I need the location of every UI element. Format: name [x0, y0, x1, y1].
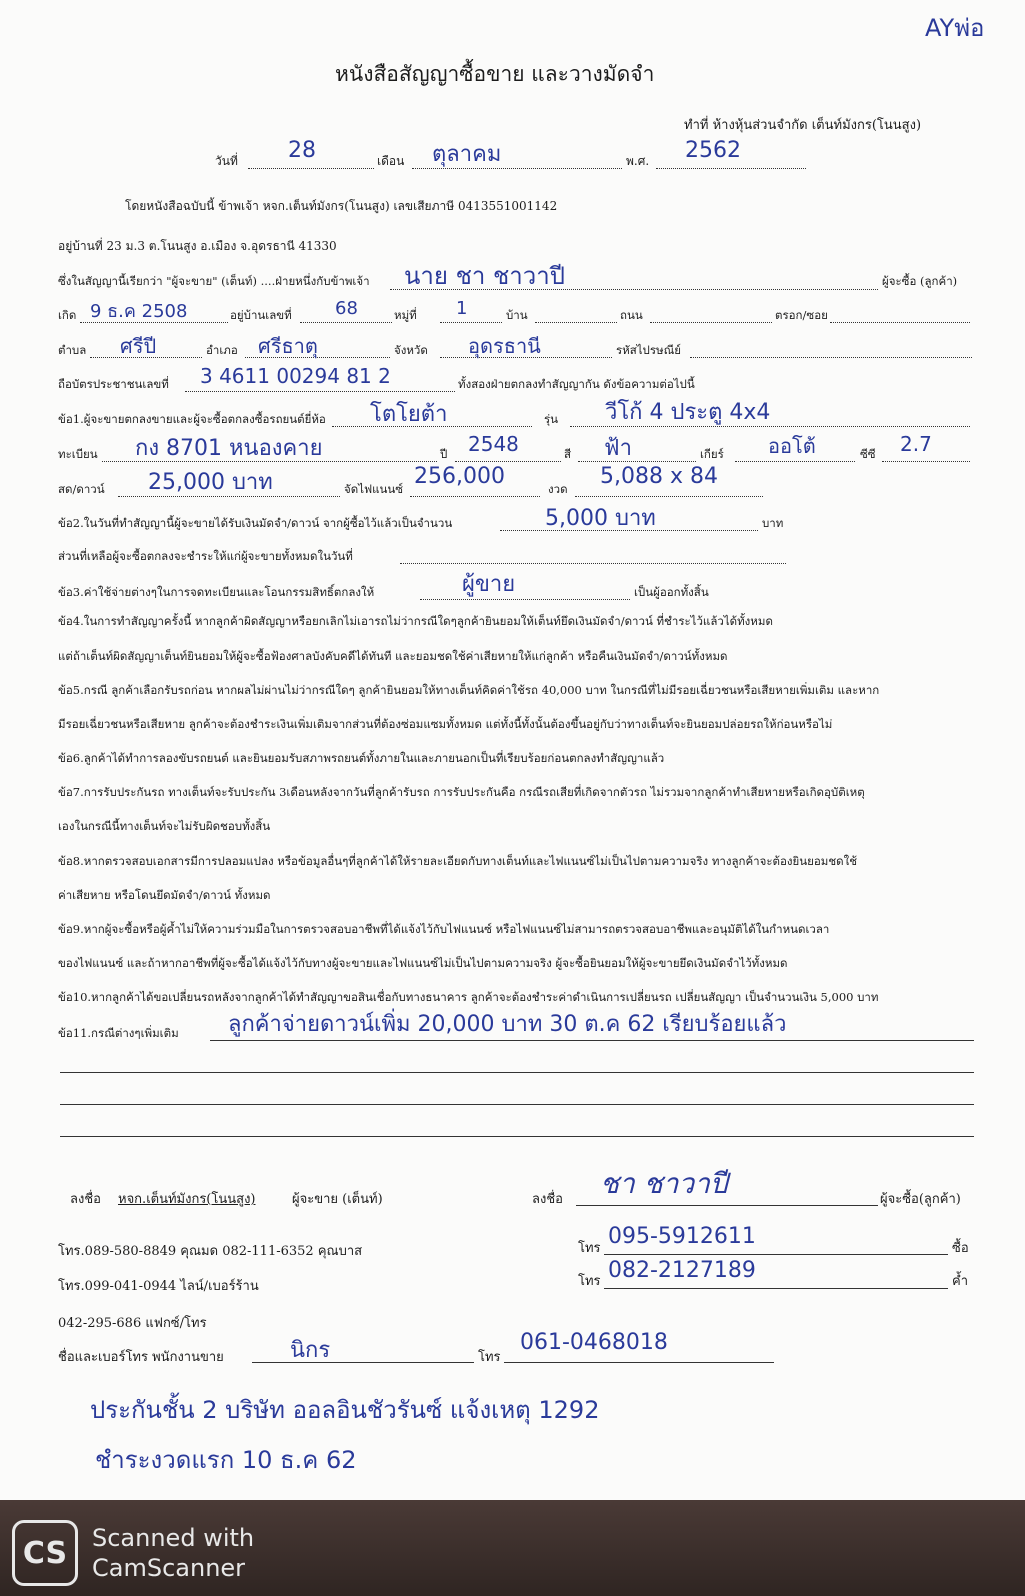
clause-line: ข้อ7.การรับประกันรถ ทางเต็นท์จะรับประกัน 3เดือนหลังจากวันที่ลูกค้ารับรถ การรับประกันคือ กรณีรถเสียที่เกิดจากตัวรถ ไม่รวมจากลูกค้าทำเสียหายหรือเกิดอุบัติเหตุ	[58, 785, 865, 799]
clause3-post: เป็นผู้ออกทั้งสิ้น	[634, 585, 709, 599]
finance-value: 256,000	[414, 464, 505, 489]
clause2-unit: บาท	[762, 516, 784, 530]
clause-line: ข้อ10.หากลูกค้าได้ขอเปลี่ยนรถหลังจากลูกค้าได้ทำสัญญาขอสินเชื่อกับทางธนาคาร ลูกค้าจะต้องชำระค่าดำเนินการเปลี่ยนรถ เปลี่ยนสัญญา เป็นจำนวนเงิน 5,000 บาท	[58, 990, 879, 1004]
clause2-amount: 5,000 บาท	[545, 506, 656, 531]
clause-line: ข้อ6.ลูกค้าได้ทำการลองขับรถยนต์ และยินยอมรับสภาพรถยนต์ทั้งภายในและภายนอกเป็นที่เรียบร้อยก่อนตกลงทำสัญญาแล้ว	[58, 751, 665, 765]
clause-line: ข้อ8.หากตรวจสอบเอกสารมีการปลอมแปลง หรือข้อมูลอื่นๆที่ลูกค้าได้ให้รายละเอียดกับทางเต็นท์และไฟแนนซ์ไม่เป็นไปตามความจริง ทางลูกค้าจะต้องยินยอมชดใช้	[58, 854, 858, 868]
amphoe-value: ศรีธาตุ	[258, 334, 318, 358]
contact-line: 042-295-686 แฟกซ์/โทร	[58, 1316, 207, 1331]
month-label: เดือน	[377, 154, 405, 168]
village-label: บ้าน	[506, 308, 528, 322]
cc-value: 2.7	[900, 432, 932, 456]
buyer-phone-line	[604, 1254, 948, 1255]
reg-value: กง 8701 หนองคาย	[135, 436, 323, 461]
clause-line: ข้อ5.กรณี ลูกค้าเลือกรับรถก่อน หากผลไม่ผ่านไม่ว่ากรณีใดๆ ลูกค้ายินยอมให้ทางเต็นท์คิดค่าใช้รถ 40,000 บาท ในกรณีที่ไม่มีรอยเฉี่ยวชนหรือเสียหายเพิ่มเติม และหาก	[58, 683, 880, 697]
down-label: สด/ดาวน์	[58, 482, 105, 496]
amphoe-label: อำเภอ	[206, 343, 238, 357]
year-value: 2562	[685, 138, 741, 163]
model-label: รุ่น	[544, 412, 559, 426]
install-value: 5,088 x 84	[600, 464, 718, 489]
year-label-car: ปี	[440, 447, 448, 461]
guarantor-phone-label: โทร	[578, 1274, 601, 1289]
clause1-label: ข้อ1.ผู้จะขายตกลงขายและผู้จะซื้อตกลงซื้อรถยนต์ยี่ห้อ	[58, 412, 326, 426]
buyer-phone-suffix: ซื้อ	[952, 1241, 969, 1256]
scanner-watermark	[12, 1520, 254, 1586]
address-line: อยู่บ้านที่ 23 ม.3 ต.โนนสูง อ.เมือง จ.อุดรธานี 41330	[58, 239, 337, 253]
id-line	[185, 391, 455, 392]
clause-line: ของไฟแนนซ์ และถ้าหากอาชีพที่ผู้จะซื้อได้แจ้งไว้กับทางผู้จะขายและไฟแนนซ์ไม่เป็นไปตามความจริง ผู้จะซื้อยินยอมให้ผู้จะขายยึดเงินมัดจำไว้ทั้งหมด	[58, 956, 788, 970]
province-value: อุดรธานี	[468, 334, 541, 358]
buyer-sign-role: ผู้จะซื้อ(ลูกค้า)	[880, 1192, 961, 1207]
salesman-phone: 061-0468018	[520, 1330, 668, 1355]
clause3-who: ผู้ขาย	[462, 572, 516, 597]
clause2-rest: ส่วนที่เหลือผู้จะซื้อตกลงจะชำระให้แก่ผู้จะขายทั้งหมดในวันที่	[58, 549, 353, 563]
guarantor-phone-value: 082-2127189	[608, 1258, 756, 1283]
id-post: ทั้งสองฝ่ายตกลงทำสัญญากัน ดังข้อความต่อไปนี้	[458, 377, 695, 391]
buyer-post: ผู้จะซื้อ (ลูกค้า)	[882, 274, 958, 288]
clause11-extra-line	[60, 1136, 974, 1137]
seller-sign-name: หจก.เต็นท์มังกร(โนนสูง)	[118, 1192, 256, 1207]
tambon-label: ตำบล	[58, 343, 87, 357]
gear-value: ออโต้	[768, 434, 816, 458]
day-value: 28	[288, 138, 316, 163]
reg-label: ทะเบียน	[58, 447, 98, 461]
car-year-line	[455, 461, 561, 462]
guarantor-phone-line	[604, 1288, 948, 1289]
document-title: หนังสือสัญญาซื้อขาย และวางมัดจำ	[335, 62, 655, 86]
road-label: ถนน	[620, 308, 643, 322]
clause-line: แต่ถ้าเต็นท์ผิดสัญญาเต็นท์ยินยอมให้ผู้จะซื้อฟ้องศาลบังคับคดีได้ทันที และยอมชดใช้ค่าเสียหายให้แก่ลูกค้า หรือคืนเงินมัดจำ/ดาวน์ทั้งหมด	[58, 649, 728, 663]
camscanner-logo-icon: CS	[12, 1520, 78, 1586]
clause11-extra-line	[60, 1104, 974, 1105]
finance-label: จัดไฟแนนซ์	[344, 482, 404, 496]
clause3-line	[420, 599, 630, 600]
tambon-value: ศรีปี	[120, 334, 157, 358]
color-label: สี	[564, 447, 572, 461]
buyer-phone-value: 095-5912611	[608, 1224, 756, 1249]
color-line	[578, 461, 696, 462]
clause3-label: ข้อ3.ค่าใช้จ่ายต่างๆในการจดทะเบียนและโอนกรรมสิทธิ์ตกลงให้	[58, 585, 375, 599]
village-line	[535, 322, 617, 323]
clause-line: มีรอยเฉี่ยวชนหรือเสียหาย ลูกค้าจะต้องชำระเงินเพิ่มเติมจากส่วนที่ต้องซ่อมแซมทั้งหมด แต่ทั้งนี้ทั้งนั้นต้องขึ้นอยู่กับว่าทางเต็นท์จะยินยอมปล่อยรถให้ก่อนหรือไม่	[58, 717, 833, 731]
watermark-text	[92, 1523, 254, 1583]
clause11-note: ลูกค้าจ่ายดาวน์เพิ่ม 20,000 บาท 30 ต.ค 62 เรียบร้อยแล้ว	[228, 1012, 787, 1037]
down-value: 25,000 บาท	[148, 470, 273, 495]
seller-sign-label: ลงชื่อ	[70, 1192, 101, 1207]
color-value: ฟ้า	[604, 436, 632, 461]
salesman-name: นิกร	[290, 1338, 331, 1363]
soi-line	[830, 322, 970, 323]
moo-value: 1	[456, 298, 468, 319]
year-line	[656, 168, 806, 169]
house-label: อยู่บ้านเลขที่	[230, 308, 292, 322]
clause2-rest-line	[400, 563, 786, 564]
corner-note: AYพ่อ	[925, 14, 985, 42]
moo-line	[440, 322, 502, 323]
contact-line: โทร.099-041-0944 ไลน์/เบอร์ร้าน	[58, 1279, 259, 1294]
finance-line	[410, 496, 540, 497]
insurance-note: ประกันชั้น 2 บริษัท ออลอินชัวรันซ์ แจ้งเหตุ 1292	[90, 1396, 600, 1424]
salesman-label: ชื่อและเบอร์โทร พนักงานขาย	[58, 1350, 224, 1365]
install-label: งวด	[548, 482, 568, 496]
cc-line	[882, 461, 970, 462]
first-payment-note: ชำระงวดแรก 10 ธ.ค 62	[95, 1446, 357, 1474]
buyer-pre: ซึ่งในสัญญานี้เรียกว่า "ผู้จะขาย" (เต็นท์) ....ฝ่ายหนึ่งกับข้าพเจ้า	[58, 274, 370, 288]
road-line	[650, 322, 772, 323]
watermark-line2: CamScanner	[92, 1554, 246, 1582]
id-value: 3 4611 00294 81 2	[200, 364, 391, 388]
model-value: วีโก้ 4 ประตู 4x4	[605, 400, 771, 425]
birth-value: 9 ธ.ค 2508	[90, 301, 188, 322]
clause2-label: ข้อ2.ในวันที่ทำสัญญานี้ผู้จะขายได้รับเงินมัดจำ/ดาวน์ จากผู้ซื้อไว้แล้วเป็นจำนวน	[58, 516, 453, 530]
clause-line: เองในกรณีนี้ทางเต็นท์จะไม่รับผิดชอบทั้งสิ้น	[58, 819, 271, 833]
gear-label: เกียร์	[700, 447, 724, 461]
house-line	[300, 322, 392, 323]
day-label: วันที่	[215, 154, 238, 168]
guarantor-phone-suffix: ค้ำ	[952, 1274, 968, 1289]
soi-label: ตรอก/ซอย	[775, 308, 828, 322]
salesman-phone-line	[504, 1362, 774, 1363]
clause-line: ข้อ9.หากผู้จะซื้อหรือผู้ค้ำไม่ให้ความร่วมมือในการตรวจสอบอาชีพที่ได้แจ้งไว้กับไฟแนนซ์ หรือไฟแนนซ์ไม่สามารถตรวจสอบอาชีพและอนุมัติได้ในกำหนดเวลา	[58, 922, 830, 936]
place-line: ทำที่ ห้างหุ้นส่วนจำกัด เต็นท์มังกร(โนนสูง)	[684, 118, 922, 133]
install-line	[575, 496, 763, 497]
house-value: 68	[335, 298, 358, 319]
watermark-line1: Scanned with	[92, 1524, 255, 1552]
postcode-label: รหัสไปรษณีย์	[616, 343, 682, 357]
seller-sign-role: ผู้จะขาย (เต็นท์)	[292, 1192, 383, 1207]
buyer-phone-label: โทร	[578, 1241, 601, 1256]
buyer-sign-label: ลงชื่อ	[532, 1192, 563, 1207]
clause-line: ข้อ4.ในการทำสัญญาครั้งนี้ หากลูกค้าผิดสัญญาหรือยกเลิกไม่เอารถไม่ว่ากรณีใดๆลูกค้ายินยอมให้เต็นท์ยึดเงินมัดจำ/ดาวน์ ที่ชำระไว้แล้วได้ทั้งหมด	[58, 614, 773, 628]
province-label: จังหวัด	[394, 343, 428, 357]
postcode-line	[690, 357, 972, 358]
day-line	[248, 168, 374, 169]
intro-line: โดยหนังสือฉบับนี้ ข้าพเจ้า หจก.เต็นท์มังกร(โนนสูง) เลขเสียภาษี 0413551001142	[125, 199, 558, 213]
salesman-name-line	[252, 1362, 474, 1363]
id-label: ถือบัตรประชาชนเลขที่	[58, 377, 169, 391]
car-year-value: 2548	[468, 432, 519, 456]
year-label: พ.ศ.	[626, 154, 650, 168]
birth-label: เกิด	[58, 308, 77, 322]
contact-line: โทร.089-580-8849 คุณมด 082-111-6352 คุณบาส	[58, 1244, 363, 1259]
cc-label: ซีซี	[860, 447, 876, 461]
buyer-signature: ชา ชาวาปี	[600, 1167, 728, 1200]
month-value: ตุลาคม	[432, 142, 502, 167]
clause-line: ค่าเสียหาย หรือโดนยึดมัดจำ/ดาวน์ ทั้งหมด	[58, 888, 271, 902]
clause11-extra-line	[60, 1072, 974, 1073]
buyer-name: นาย ชา ชาวาปี	[404, 262, 565, 290]
moo-label: หมู่ที่	[394, 308, 417, 322]
brand-value: โตโยต้า	[370, 402, 448, 427]
salesman-phone-label: โทร	[478, 1350, 501, 1365]
clause11-label: ข้อ11.กรณีต่างๆเพิ่มเติม	[58, 1026, 179, 1040]
